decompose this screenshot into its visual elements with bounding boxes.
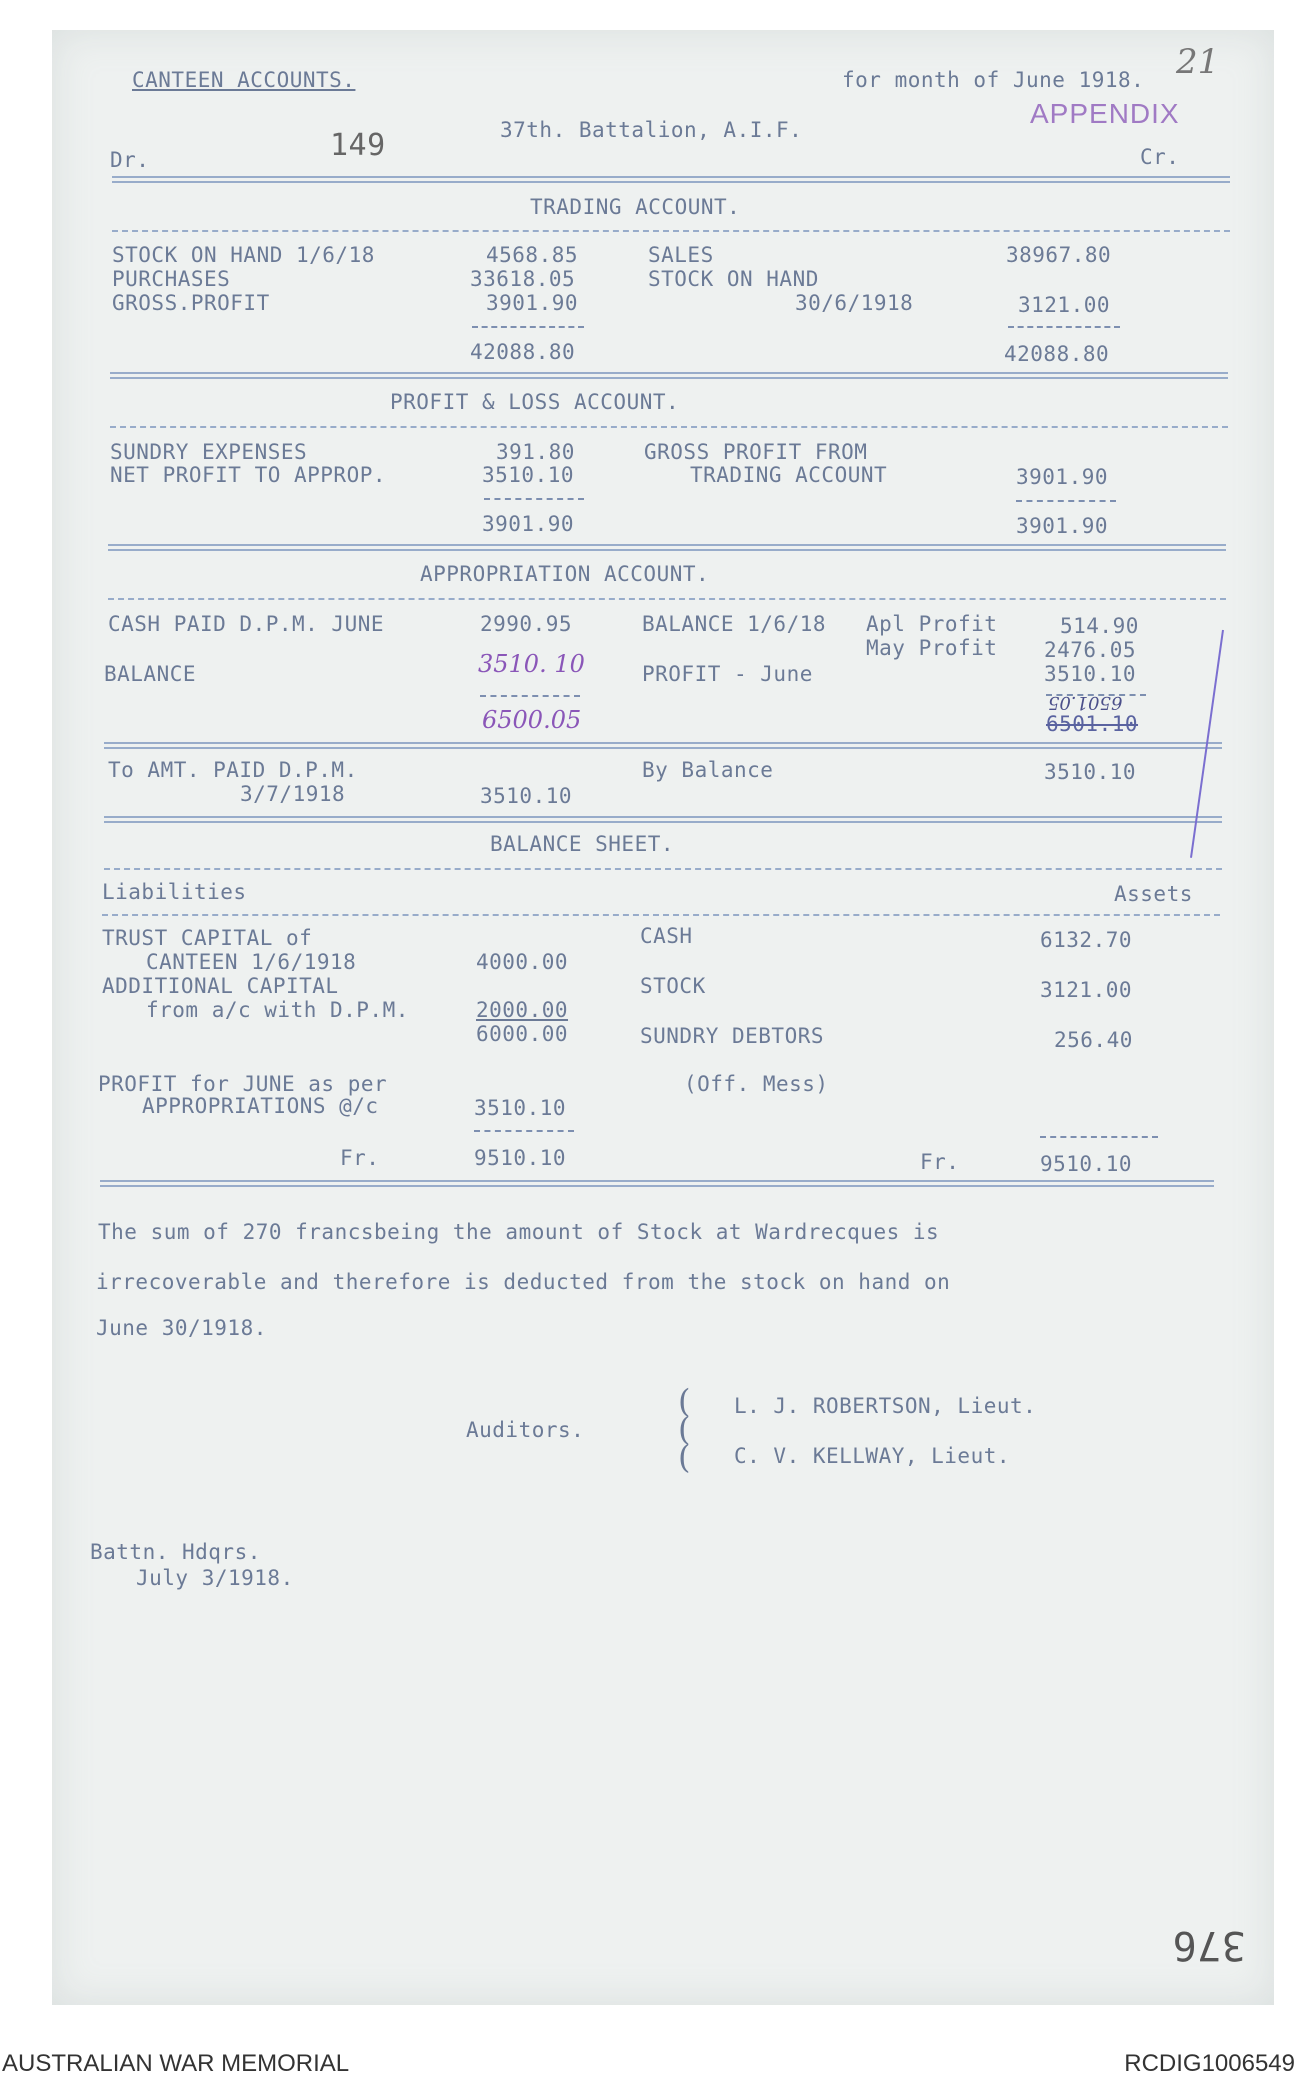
rule	[484, 498, 584, 500]
fr-left: Fr.	[340, 1146, 380, 1170]
divider	[112, 230, 1230, 232]
debit-label: Dr.	[110, 148, 150, 172]
balance-total-left: 9510.10	[474, 1146, 567, 1170]
trading-dr-label: PURCHASES	[112, 267, 231, 291]
divider	[110, 372, 1228, 379]
appropriation-dr-total: 6500.05	[482, 706, 582, 734]
cash-paid-amount: 2990.95	[480, 612, 573, 636]
divider	[104, 816, 1222, 823]
balance-label: BALANCE	[104, 662, 197, 686]
by-balance-label: By Balance	[642, 758, 774, 782]
trading-cr-total: 42088.80	[1004, 342, 1110, 366]
june-profit-amount: 3510.10	[1044, 662, 1137, 686]
trading-cr-label: 30/6/1918	[795, 291, 914, 315]
additional-capital-label: ADDITIONAL CAPITAL	[102, 974, 339, 998]
divider	[112, 176, 1230, 183]
credit-label: Cr.	[1140, 145, 1180, 169]
divider	[108, 544, 1226, 551]
trading-dr-amount: 33618.05	[470, 267, 576, 291]
cash-amount: 6132.70	[1040, 928, 1133, 952]
trading-cr-label: STOCK ON HAND	[648, 267, 819, 291]
divider	[104, 868, 1222, 870]
capital-subtotal: 6000.00	[476, 1022, 569, 1046]
trading-dr-label: GROSS.PROFIT	[112, 291, 270, 315]
balance-amount-handwritten: 3510. 10	[478, 650, 585, 678]
appropriation-cr-total-handwritten: 6501.05	[1048, 692, 1123, 713]
appendix-stamp: APPENDIX	[1030, 98, 1180, 129]
liabilities-label: Liabilities	[102, 880, 247, 904]
note-line-2: irrecoverable and therefore is deducted from the stock on hand on	[96, 1270, 951, 1294]
pl-cr-amount: 3901.90	[1016, 465, 1109, 489]
additional-capital-amount: 2000.00	[476, 998, 569, 1022]
auditor-name: C. V. KELLWAY, Lieut.	[734, 1444, 1011, 1468]
pl-cr-label: GROSS PROFIT FROM	[644, 440, 868, 464]
trading-dr-amount: 4568.85	[486, 243, 579, 267]
may-profit-label: May Profit	[866, 636, 998, 660]
pl-dr-total: 3901.90	[482, 512, 575, 536]
divider	[108, 598, 1226, 600]
june-profit-label: PROFIT - June	[642, 662, 813, 686]
divider	[100, 1180, 1214, 1187]
stock-amount: 3121.00	[1040, 978, 1133, 1002]
to-amt-label: To AMT. PAID D.P.M.	[108, 758, 358, 782]
cash-label: CASH	[640, 924, 693, 948]
rule	[474, 1130, 574, 1132]
by-balance-amount: 3510.10	[1044, 760, 1137, 784]
appropriations-label: APPROPRIATIONS @/c	[142, 1094, 379, 1118]
rule	[480, 695, 580, 697]
profit-loss-heading: PROFIT & LOSS ACCOUNT.	[390, 390, 680, 414]
trust-capital-date: CANTEEN 1/6/1918	[146, 950, 357, 974]
folio-number: 149	[330, 128, 386, 163]
signoff-line-1: Battn. Hdqrs.	[90, 1540, 261, 1564]
divider	[104, 742, 1222, 749]
appropriation-heading: APPROPRIATION ACCOUNT.	[420, 562, 710, 586]
rule	[472, 326, 584, 328]
trading-cr-amount: 38967.80	[1006, 243, 1112, 267]
footer-record-id: RCDIG1006549	[1124, 2050, 1295, 2077]
to-amt-date: 3/7/1918	[240, 782, 346, 806]
bracket-mark: (	[678, 1438, 691, 1476]
auditors-label: Auditors.	[466, 1418, 585, 1442]
divider	[110, 426, 1228, 428]
pl-dr-label: SUNDRY EXPENSES	[110, 440, 308, 464]
balance-sheet-heading: BALANCE SHEET.	[490, 832, 675, 856]
page-number: 376	[1172, 1922, 1246, 1968]
trading-dr-total: 42088.80	[470, 340, 576, 364]
pl-dr-label: NET PROFIT TO APPROP.	[110, 463, 387, 487]
off-mess-note: (Off. Mess)	[684, 1072, 829, 1096]
rule	[1008, 326, 1120, 328]
rule	[1040, 1136, 1158, 1138]
apl-profit-amount: 514.90	[1060, 614, 1139, 638]
rule	[1016, 500, 1116, 502]
to-amt-amount: 3510.10	[480, 784, 573, 808]
trading-cr-label: SALES	[648, 243, 714, 267]
note-line-1: The sum of 270 francsbeing the amount of Stock at Wardrecques is	[98, 1220, 940, 1244]
trading-dr-amount: 3901.90	[486, 291, 579, 315]
may-profit-amount: 2476.05	[1044, 638, 1137, 662]
note-line-3: June 30/1918.	[96, 1316, 267, 1340]
trust-capital-label: TRUST CAPITAL of	[102, 926, 313, 950]
debtors-label: SUNDRY DEBTORS	[640, 1024, 825, 1048]
appropriation-cr-total-struck: 6501.10	[1046, 712, 1139, 736]
period-label: for month of June 1918.	[842, 68, 1145, 92]
divider	[102, 914, 1220, 916]
assets-label: Assets	[1114, 882, 1193, 906]
trust-capital-amount: 4000.00	[476, 950, 569, 974]
trading-dr-label: STOCK ON HAND 1/6/18	[112, 243, 375, 267]
apl-profit-label: Apl Profit	[866, 612, 998, 636]
pl-dr-amount: 3510.10	[482, 463, 575, 487]
footer-institution: AUSTRALIAN WAR MEMORIAL	[2, 2050, 350, 2077]
signoff-line-2: July 3/1918.	[136, 1566, 294, 1590]
trading-cr-amount: 3121.00	[1018, 293, 1111, 317]
corner-note: 21	[1176, 42, 1220, 82]
bracket-mark: (	[678, 1410, 691, 1448]
balance-total-right: 9510.10	[1040, 1152, 1133, 1176]
fr-right: Fr.	[920, 1150, 960, 1174]
cash-paid-label: CASH PAID D.P.M. JUNE	[108, 612, 385, 636]
document-title: CANTEEN ACCOUNTS.	[132, 68, 356, 92]
bracket-mark: (	[678, 1382, 691, 1420]
june-profit-label: PROFIT for JUNE as per	[98, 1072, 388, 1096]
auditor-name: L. J. ROBERTSON, Lieut.	[734, 1394, 1037, 1418]
pl-dr-amount: 391.80	[496, 440, 575, 464]
unit-label: 37th. Battalion, A.I.F.	[500, 118, 803, 142]
cr-balance-label: BALANCE 1/6/18	[642, 612, 827, 636]
additional-capital-source: from a/c with D.P.M.	[146, 998, 409, 1022]
stock-label: STOCK	[640, 974, 706, 998]
pl-cr-total: 3901.90	[1016, 514, 1109, 538]
trading-heading: TRADING ACCOUNT.	[530, 195, 741, 219]
june-profit-amount: 3510.10	[474, 1096, 567, 1120]
debtors-amount: 256.40	[1054, 1028, 1133, 1052]
pl-cr-label: TRADING ACCOUNT	[690, 463, 888, 487]
